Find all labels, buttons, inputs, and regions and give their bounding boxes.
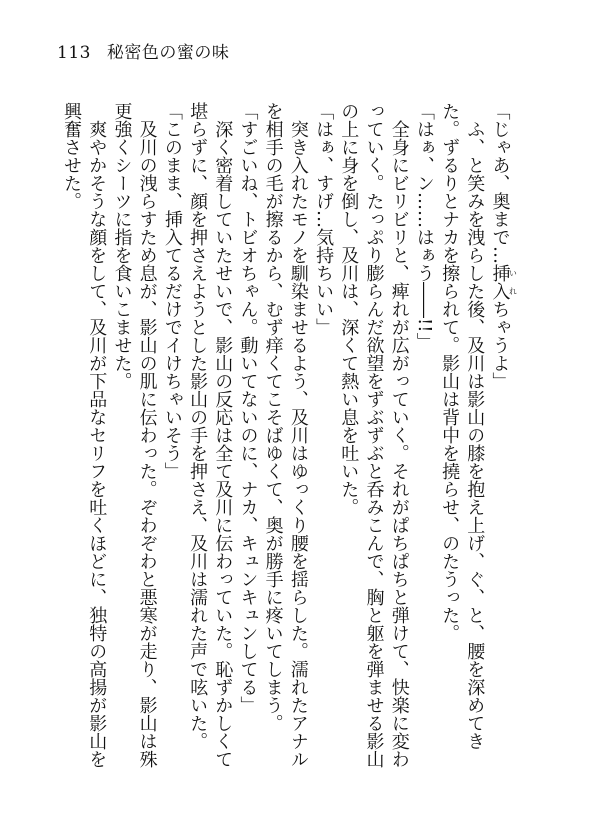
chapter-title: 秘密色の蜜の味 xyxy=(106,43,230,63)
paragraph: 「このまま、挿入てるだけでイけちゃいそう」 xyxy=(161,102,183,480)
paragraph: 爽やかそうな顔をして、及川が下品なセリフを吐くほどに、独特の高揚が影山を興奮させた。 xyxy=(61,102,108,768)
paragraph: 突き入れたモノを馴染ませるよう、及川はゆっくり腰を揺らした。濡れたアナルを相手の毛が擦るから、むず痒くてこそばゆくて、奥が勝手に疼いてしまう。 xyxy=(262,102,309,768)
ruby-annotation: 挿入いれ xyxy=(489,264,518,300)
paragraph: ふ、と笑みを洩らした後、及川は影山の膝を抱え上げ、ぐ、と、腰を深めてきた。ずるりとナカを擦られて。影山は背中を撓らせ、のたうった。 xyxy=(439,102,486,750)
page-number: 113 xyxy=(57,43,91,63)
paragraph: 「はぁ、ン……はぁう――!!」 xyxy=(413,102,435,351)
paragraph: 及川の洩らすため息が、影山の肌に伝わった。ぞわぞわと悪寒が走り、影山は殊更強くシーツに指を食いこませた。 xyxy=(111,102,158,768)
page-header xyxy=(57,38,229,63)
paragraph: 「すごいね、トビオちゃん。動いてないのに、ナカ、キュンキュンしてる」 xyxy=(237,102,259,714)
paragraph: 「じゃあ、奥まで…挿入いれちゃうよ」 xyxy=(489,102,518,390)
ruby-reading: いれ xyxy=(508,264,518,300)
paragraph: 「はぁ、すげ…気持ちいい」 xyxy=(313,102,335,336)
paragraph: 深く密着していたせいで、影山の反応は全て及川に伝わっていた。恥ずかしくて堪らずに、顔を押さえようとした影山の手を押さえ、及川は濡れた声で呟いた。 xyxy=(187,102,234,768)
body-text xyxy=(61,102,518,782)
paragraph: 全身にビリビリと、痺れが広がっていく。それがぱちぱちと弾けて、快楽に変わっていく。たっぷり膨らんだ欲望をずぶずぶと呑みこんで、胸と躯を弾ませる影山の上に身を倒し、及川は、深くて熱い息を吐いた。 xyxy=(338,102,410,768)
